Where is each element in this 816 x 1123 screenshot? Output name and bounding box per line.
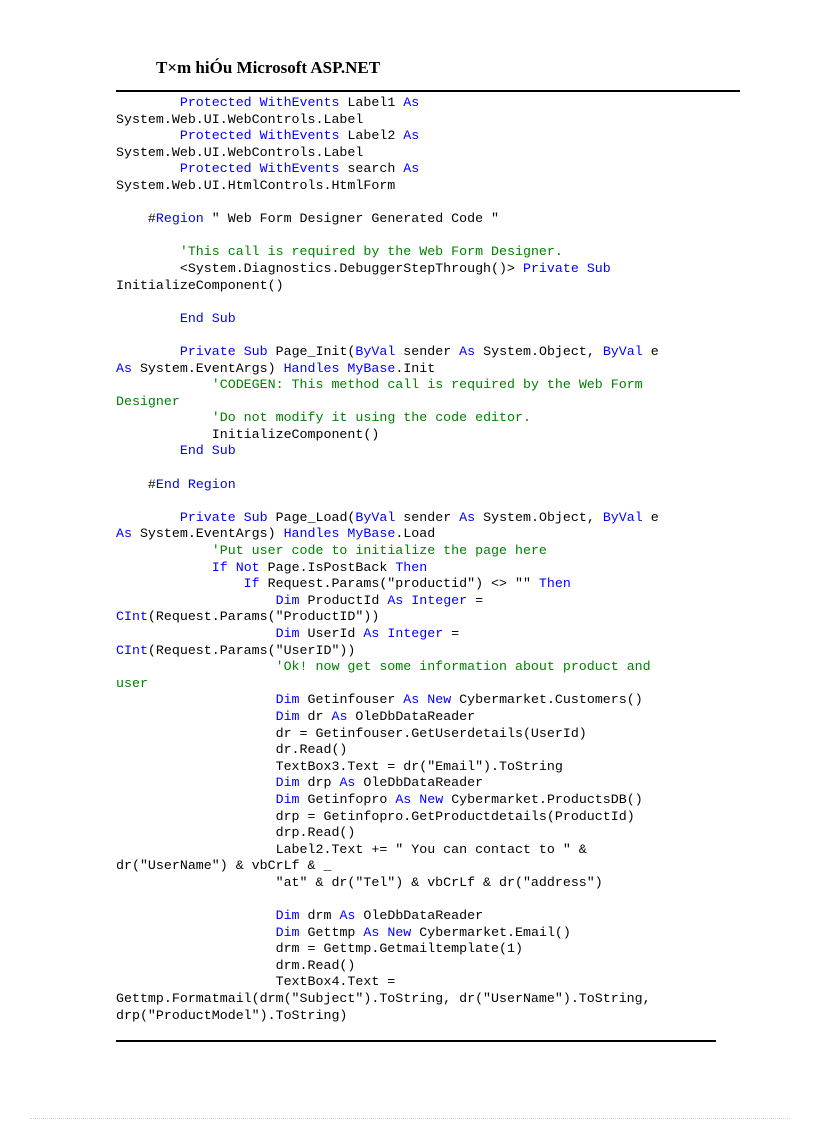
code-text: Getinfouser	[299, 692, 404, 708]
code-text: .Init	[395, 360, 436, 376]
code-keyword: Region	[155, 211, 204, 227]
code-keyword: Sub	[243, 343, 268, 359]
code-keyword: WithEvents	[259, 161, 340, 177]
code-keyword: MyBase	[347, 526, 396, 542]
code-comment: user	[116, 675, 148, 691]
code-text	[116, 161, 180, 176]
code-text	[116, 925, 276, 940]
code-keyword: CInt	[116, 609, 148, 625]
code-text: OleDbDataReader	[355, 908, 484, 924]
code-line	[116, 443, 756, 460]
code-line	[116, 178, 756, 195]
code-keyword: If	[211, 559, 228, 575]
code-keyword: CInt	[116, 642, 148, 658]
code-keyword: Handles	[283, 360, 340, 376]
code-text: (Request.Params("UserID"))	[147, 642, 356, 658]
code-comment: 'This call is required by the Web Form Designer.	[179, 244, 563, 260]
code-keyword: New	[419, 791, 444, 807]
code-text: Page_Load(	[267, 509, 356, 525]
code-text	[116, 576, 244, 591]
code-keyword: WithEvents	[259, 95, 340, 110]
code-line	[116, 609, 756, 626]
code-line	[116, 659, 756, 676]
code-line	[116, 842, 756, 859]
code-text	[180, 477, 188, 492]
code-keyword: As	[387, 592, 404, 608]
code-text: drp	[299, 775, 340, 791]
code-keyword: Handles	[283, 526, 340, 542]
code-text: e	[642, 509, 659, 525]
code-line	[116, 991, 756, 1008]
code-text: System.Web.UI.WebControls.Label	[116, 111, 364, 127]
code-keyword: Dim	[275, 924, 300, 940]
code-keyword: Then	[538, 576, 571, 592]
code-text	[116, 593, 276, 608]
code-keyword: End	[179, 443, 204, 459]
code-text: System.Web.UI.WebControls.Label	[116, 144, 364, 160]
code-text: " Web Form Designer Generated Code "	[203, 211, 500, 227]
code-text: InitializeComponent()	[211, 426, 380, 442]
header-rule	[116, 90, 740, 92]
code-text: Label2	[339, 128, 404, 144]
code-text	[252, 128, 260, 143]
code-keyword: Not	[235, 559, 260, 575]
code-line	[116, 792, 756, 809]
code-text: Gettmp	[299, 924, 364, 940]
code-text: sender	[395, 343, 460, 359]
code-line	[116, 809, 756, 826]
code-keyword: As	[403, 95, 420, 110]
code-text	[228, 560, 236, 575]
code-text	[116, 941, 276, 956]
code-line	[116, 244, 756, 261]
code-line	[116, 626, 756, 643]
code-keyword: Private	[522, 260, 579, 276]
code-line	[116, 1008, 756, 1025]
code-comment: 'Do not modify it using the code editor.	[211, 410, 531, 426]
code-line	[116, 477, 756, 494]
code-text	[116, 974, 276, 989]
code-line	[116, 95, 756, 112]
code-text: UserId	[299, 626, 364, 641]
code-text: drp("ProductModel").ToString)	[116, 1007, 348, 1023]
code-line	[116, 195, 756, 212]
code-text	[116, 377, 212, 392]
code-line	[116, 377, 756, 394]
code-keyword: Dim	[275, 791, 300, 807]
code-text	[116, 95, 180, 110]
code-keyword: Dim	[275, 708, 300, 724]
code-keyword: Private	[179, 343, 236, 359]
code-keyword: New	[387, 924, 412, 940]
code-text	[116, 344, 180, 359]
footer-rule	[116, 1040, 716, 1042]
code-line	[116, 211, 756, 228]
code-keyword: Sub	[211, 443, 236, 459]
code-text	[116, 244, 180, 259]
code-text: Page.IsPostBack	[259, 559, 396, 575]
code-text	[252, 161, 260, 176]
code-text: Request.Params("productid") <> ""	[259, 576, 539, 592]
code-text: System.EventArgs)	[131, 360, 284, 376]
code-keyword: As	[116, 360, 132, 376]
code-line	[116, 228, 756, 245]
code-keyword: End	[179, 310, 204, 326]
code-text: Label2.Text += " You can contact to " &	[275, 841, 587, 857]
code-text: System.Web.UI.HtmlControls.HtmlForm	[116, 177, 396, 193]
code-keyword: If	[243, 576, 260, 592]
code-text: =	[443, 626, 460, 641]
code-line	[116, 526, 756, 543]
code-text: drp.Read()	[275, 825, 356, 841]
code-line	[116, 643, 756, 660]
code-text	[116, 626, 276, 641]
code-keyword: WithEvents	[259, 128, 340, 144]
code-text: (Request.Params("ProductID"))	[147, 609, 380, 625]
code-line	[116, 974, 756, 991]
code-keyword: As	[339, 908, 356, 924]
code-line	[116, 460, 756, 477]
code-line	[116, 742, 756, 759]
code-keyword: ByVal	[355, 343, 396, 359]
code-text: .Load	[395, 526, 436, 542]
code-text	[116, 726, 276, 741]
code-keyword: As	[403, 128, 420, 144]
code-line	[116, 726, 756, 743]
code-text: <System.Diagnostics.DebuggerStepThrough()>	[179, 260, 523, 276]
code-text: dr("UserName") & vbCrLf & _	[116, 858, 332, 874]
code-keyword: Sub	[243, 509, 268, 525]
code-text	[116, 560, 212, 575]
code-line	[116, 692, 756, 709]
code-text: TextBox3.Text = dr("Email").ToString	[275, 758, 563, 774]
code-keyword: As	[395, 791, 412, 807]
code-text: dr = Getinfouser.GetUserdetails(UserId)	[275, 725, 587, 741]
code-keyword: As	[403, 161, 420, 177]
code-line	[116, 427, 756, 444]
code-keyword: As	[459, 509, 476, 525]
code-text	[116, 543, 212, 558]
code-text	[116, 742, 276, 757]
code-keyword: Dim	[275, 692, 300, 708]
code-text: search	[339, 161, 404, 177]
code-line	[116, 709, 756, 726]
code-text: OleDbDataReader	[355, 775, 484, 791]
code-comment: 'Ok! now get some information about product and	[275, 659, 651, 675]
code-keyword: Sub	[211, 310, 236, 326]
code-line	[116, 941, 756, 958]
code-text	[116, 792, 276, 807]
code-text: =	[467, 592, 484, 608]
code-line	[116, 958, 756, 975]
code-keyword: Dim	[275, 592, 300, 608]
code-line	[116, 560, 756, 577]
code-line	[116, 908, 756, 925]
code-text: Getinfopro	[299, 791, 396, 807]
code-keyword: Protected	[179, 161, 252, 177]
code-text	[116, 775, 276, 790]
code-text	[116, 261, 180, 276]
code-keyword: As	[459, 343, 476, 359]
code-text	[116, 875, 276, 890]
code-line	[116, 775, 756, 792]
code-keyword: Protected	[179, 128, 252, 144]
code-keyword: As	[363, 626, 380, 641]
code-keyword: ByVal	[602, 509, 643, 525]
code-keyword: Dim	[275, 626, 300, 641]
code-keyword: As	[363, 924, 380, 940]
code-keyword: Protected	[179, 95, 252, 110]
code-line	[116, 858, 756, 875]
code-keyword: ByVal	[602, 343, 643, 359]
code-text: OleDbDataReader	[347, 708, 476, 724]
code-keyword: As	[331, 708, 348, 724]
code-listing	[116, 95, 756, 1024]
code-keyword: ByVal	[355, 509, 396, 525]
code-text: #	[147, 476, 156, 492]
code-line	[116, 311, 756, 328]
code-text: System.EventArgs)	[131, 526, 284, 542]
code-line	[116, 344, 756, 361]
code-line	[116, 875, 756, 892]
code-text: TextBox4.Text =	[275, 974, 396, 990]
code-text	[116, 477, 148, 492]
code-text	[116, 427, 212, 442]
code-line	[116, 145, 756, 162]
code-text	[252, 95, 260, 110]
code-line	[116, 327, 756, 344]
code-text	[116, 825, 276, 840]
code-line	[116, 676, 756, 693]
code-keyword: Integer	[387, 626, 444, 641]
code-text	[116, 958, 276, 973]
code-text: "at" & dr("Tel") & vbCrLf & dr("address")	[275, 874, 603, 890]
code-text: #	[147, 211, 156, 227]
code-text	[116, 759, 276, 774]
code-keyword: Dim	[275, 775, 300, 791]
code-keyword: New	[427, 692, 452, 708]
code-keyword: As	[403, 692, 420, 708]
code-line	[116, 128, 756, 145]
code-keyword: Integer	[411, 592, 468, 608]
code-text	[236, 344, 244, 359]
code-keyword: MyBase	[347, 360, 396, 376]
page-bottom-dotted-border	[30, 1118, 790, 1119]
code-text: InitializeComponent()	[116, 277, 284, 293]
code-text	[116, 842, 276, 857]
code-text	[116, 659, 276, 674]
code-line	[116, 510, 756, 527]
code-text: dr.Read()	[275, 742, 348, 758]
page-header-title: T×m hiÓu Microsoft ASP.NET	[156, 58, 381, 77]
code-text: Gettmp.Formatmail(drm("Subject").ToString, dr("UserName").ToString,	[116, 991, 651, 1007]
code-line	[116, 294, 756, 311]
code-text	[579, 261, 587, 276]
code-comment: 'Put user code to initialize the page here	[211, 543, 547, 559]
code-keyword: Private	[179, 509, 236, 525]
code-line	[116, 576, 756, 593]
code-text	[116, 510, 180, 525]
code-text: Page_Init(	[267, 343, 356, 359]
code-line	[116, 825, 756, 842]
code-text	[116, 809, 276, 824]
code-line	[116, 593, 756, 610]
code-keyword: End	[155, 476, 180, 492]
code-text	[116, 128, 180, 143]
code-keyword: Then	[395, 559, 428, 575]
code-line	[116, 278, 756, 295]
code-text: drm	[299, 908, 340, 924]
code-text: e	[642, 343, 659, 359]
code-keyword: Region	[187, 476, 236, 492]
code-text: Label1	[339, 95, 404, 110]
code-keyword: Sub	[586, 260, 611, 276]
code-text: System.Object,	[475, 343, 603, 359]
code-text	[116, 311, 180, 326]
code-comment: Designer	[116, 393, 180, 409]
code-line	[116, 261, 756, 278]
code-line	[116, 892, 756, 909]
code-line	[116, 112, 756, 129]
code-keyword: As	[116, 526, 132, 542]
code-text: drp = Getinfopro.GetProductdetails(ProductId)	[275, 808, 635, 824]
code-text: Cybermarket.ProductsDB()	[443, 791, 643, 807]
code-text: Cybermarket.Customers()	[451, 692, 643, 708]
code-text: dr	[299, 708, 332, 724]
code-text: drm = Gettmp.Getmailtemplate(1)	[275, 941, 523, 957]
code-comment: 'CODEGEN: This method call is required by the Web Form	[211, 377, 643, 393]
code-keyword: Dim	[275, 908, 300, 924]
code-text	[116, 692, 276, 707]
code-text	[116, 709, 276, 724]
code-text	[116, 211, 148, 226]
code-line	[116, 543, 756, 560]
code-line	[116, 759, 756, 776]
code-text	[116, 443, 180, 458]
code-text	[236, 510, 244, 525]
code-text: Cybermarket.Email()	[411, 924, 571, 940]
code-line	[116, 161, 756, 178]
code-text: drm.Read()	[275, 957, 356, 973]
code-keyword: As	[339, 775, 356, 791]
code-text	[116, 410, 212, 425]
code-text	[116, 908, 276, 923]
code-text	[204, 311, 212, 326]
code-line	[116, 410, 756, 427]
code-line	[116, 394, 756, 411]
code-text: sender	[395, 509, 460, 525]
code-line	[116, 493, 756, 510]
code-line	[116, 925, 756, 942]
code-text: ProductId	[299, 592, 388, 608]
code-text	[204, 443, 212, 458]
code-text: System.Object,	[475, 509, 603, 525]
code-line	[116, 361, 756, 378]
